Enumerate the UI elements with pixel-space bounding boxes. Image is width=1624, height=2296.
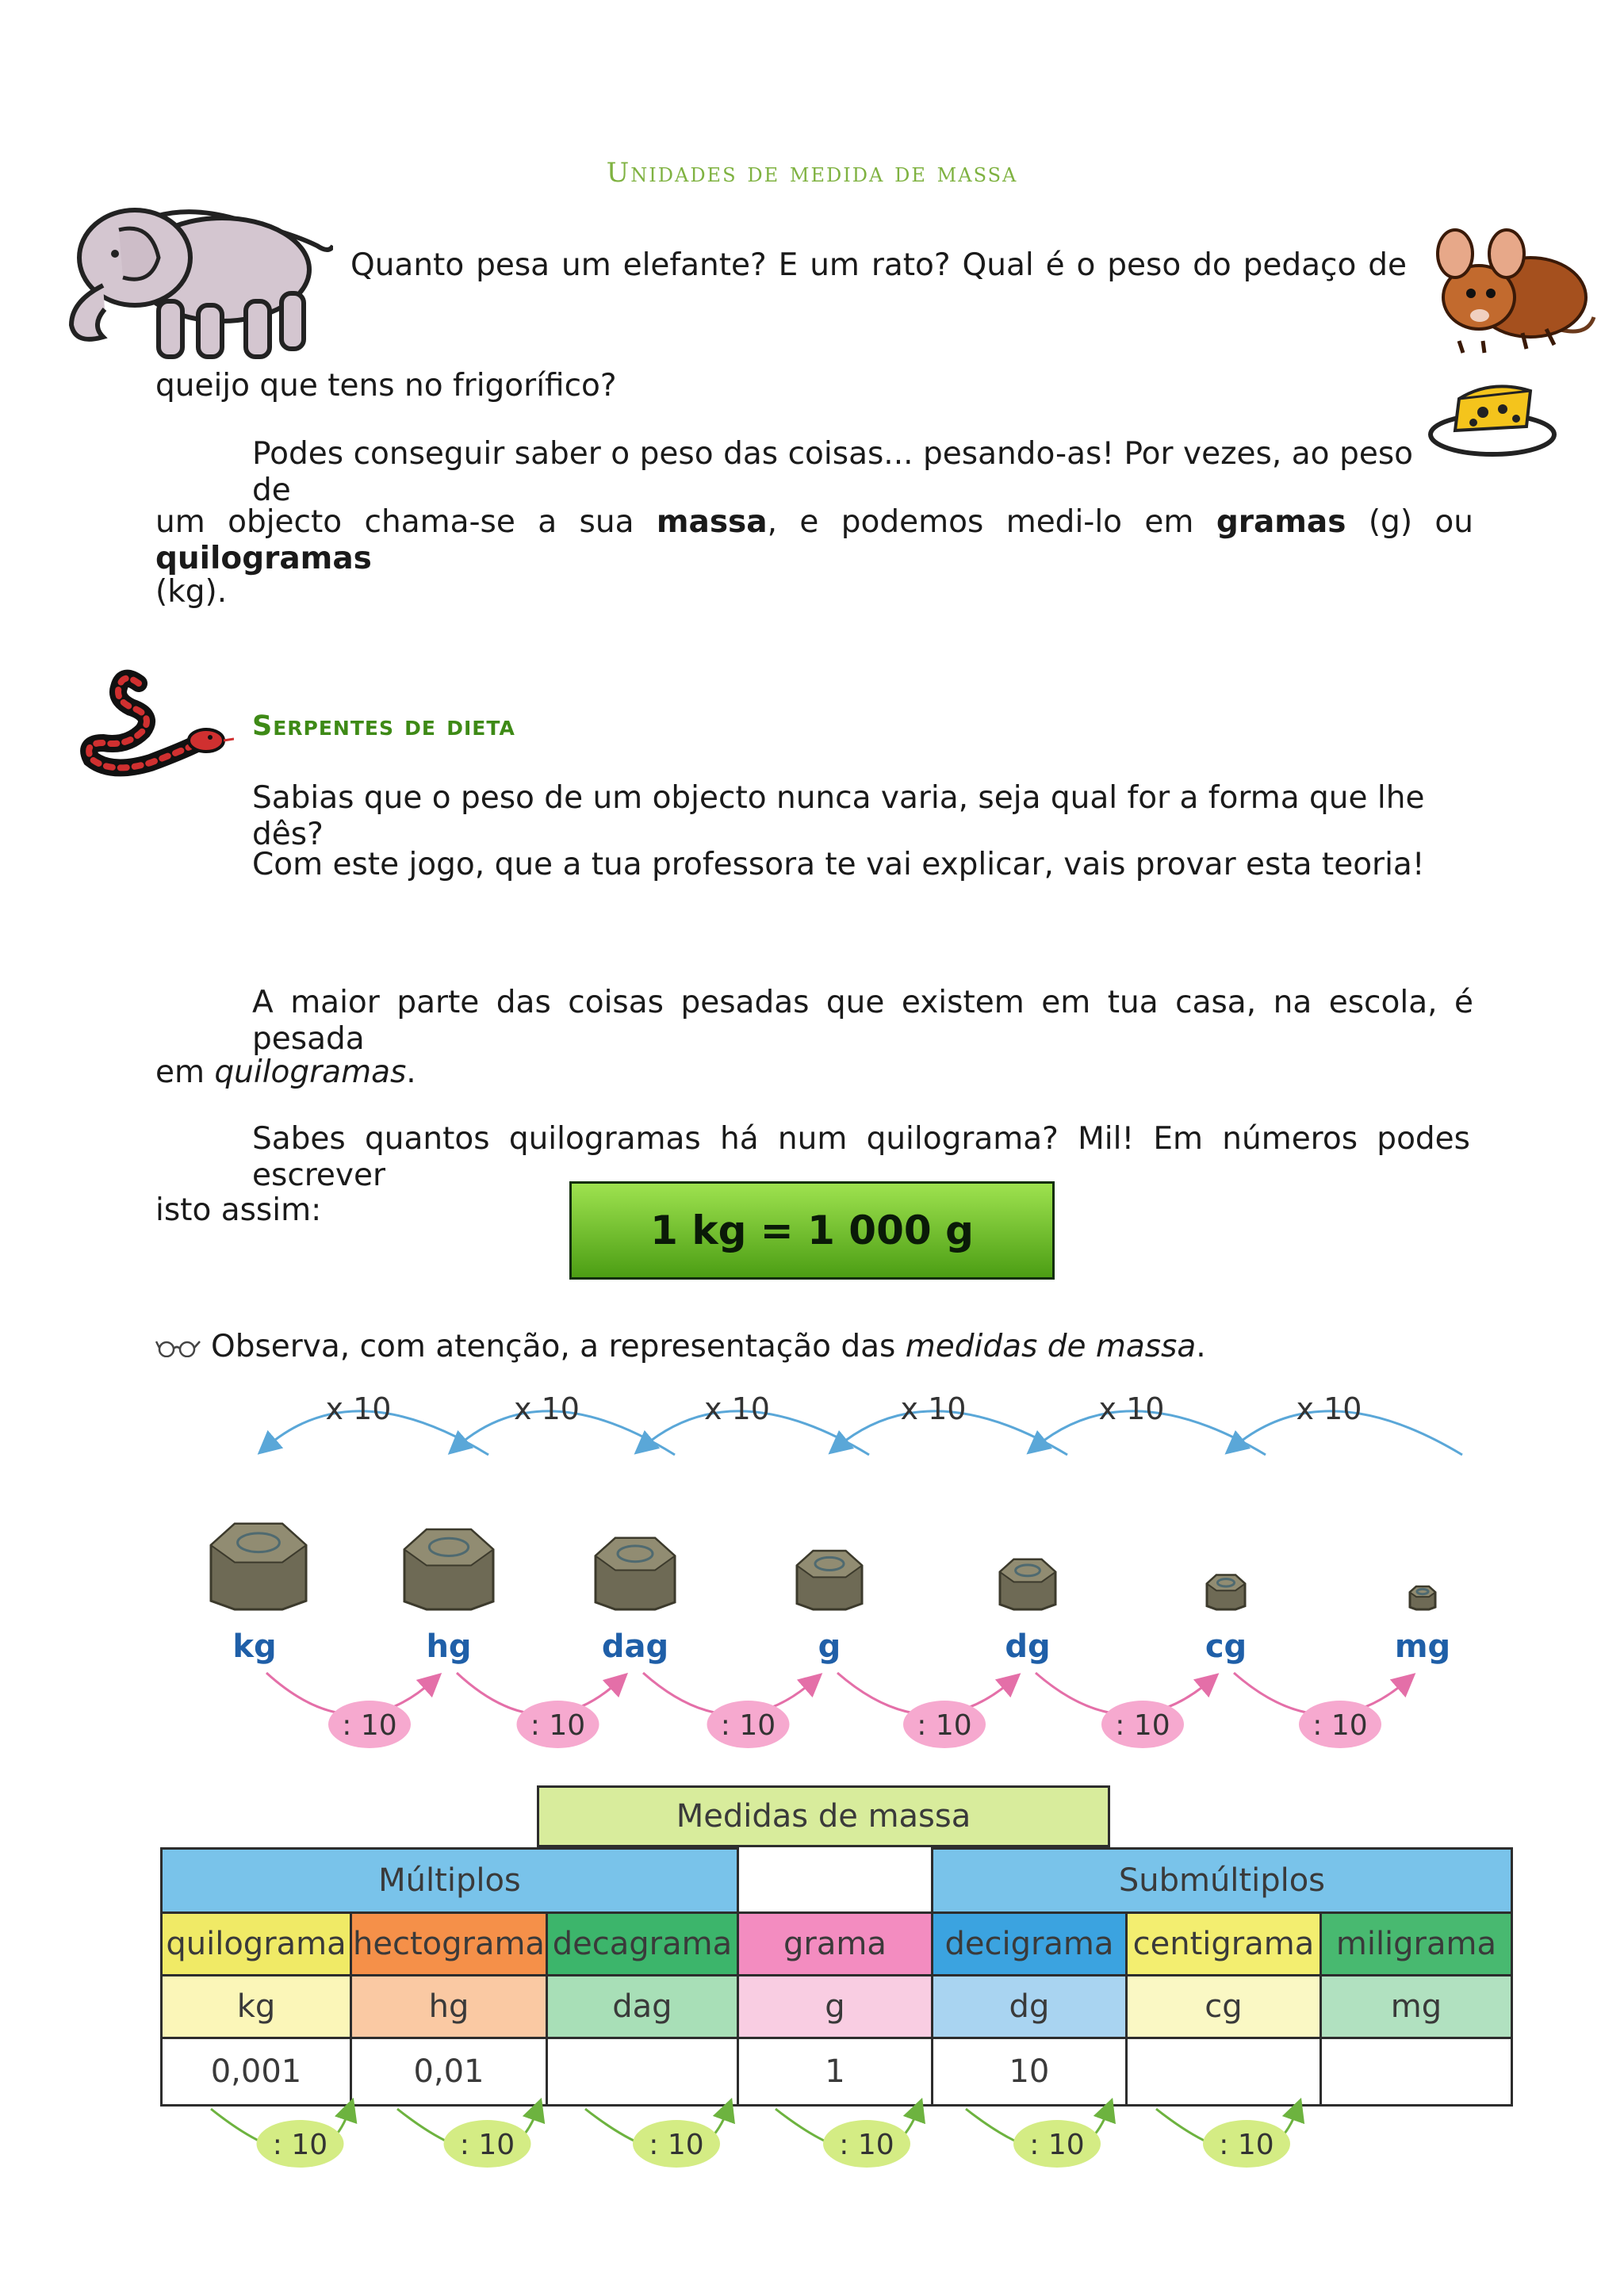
multiply-arrow [837,1391,1067,1455]
multiply-arrow [643,1391,869,1455]
symbol-cell: cg [1126,1976,1320,2038]
divide-arrow [643,1673,814,1748]
weight-dg [1000,1559,1055,1665]
multiply-label: x 10 [704,1391,770,1426]
divide-label: : 10 [917,1709,972,1742]
bottom-divide-label: : 10 [272,2129,328,2161]
symbol-cell: hg [351,1976,547,2038]
spacer-cell [737,1849,932,1913]
value-cell: 0,01 [351,2038,547,2106]
serpentes-line-1: Sabias que o peso de um objecto nunca varia, seja qual for a forma que lhe dês? [252,780,1425,852]
text-span: . [406,1054,416,1090]
multiply-label: x 10 [1296,1391,1362,1426]
divide-arrow [837,1673,1012,1748]
submultiplos-header: Submúltiplos [932,1849,1511,1913]
bottom-arrows [155,2093,1503,2180]
mouse-icon [1427,222,1598,357]
term-gramas: gramas [1216,504,1346,540]
text-span: , e podemos medi-lo em [767,504,1216,540]
name-cell: centigrama [1126,1913,1320,1976]
value-cell: 0,001 [162,2038,351,2106]
term-massa: massa [656,504,768,540]
divide-label: : 10 [530,1709,586,1742]
bottom-divide-label: : 10 [649,2129,704,2161]
divide-arrow [1036,1673,1210,1748]
multiply-label: x 10 [1098,1391,1165,1426]
term-medidas: medidas de massa [905,1329,1197,1364]
unit-label: kg [232,1628,277,1665]
snake-icon [79,668,234,779]
multiply-label: x 10 [900,1391,967,1426]
page-title: Unidades de medida de massa [606,157,1018,189]
elephant-icon [56,198,333,365]
multiply-label: x 10 [325,1391,392,1426]
unit-label: dag [601,1628,669,1665]
multiply-arrow [266,1391,488,1455]
multiplos-header: Múltiplos [162,1849,738,1913]
intro-p2-line-1: Podes conseguir saber o peso das coisas... pesando-as! Por vezes, ao peso de [252,436,1413,508]
divide-label: : 10 [1312,1709,1368,1742]
value-cell: 1 [737,2038,932,2106]
bottom-divide-arrow [211,2109,350,2168]
divide-arrow [457,1673,619,1748]
text-span: um objecto chama-se a sua [155,504,657,540]
weight-mg [1395,1586,1450,1665]
unit-label: dg [1005,1628,1051,1665]
weight-g [797,1551,862,1665]
weight-hg [404,1529,493,1665]
glasses-icon [155,1338,201,1357]
multiply-label: x 10 [514,1391,580,1426]
divide-label: : 10 [1115,1709,1170,1742]
multiply-arrow [1036,1391,1266,1455]
intro-p2-line-2 [155,504,1473,577]
bottom-divide-arrow [585,2109,728,2168]
weight-dag [596,1538,675,1665]
bottom-divide-label: : 10 [1219,2129,1274,2161]
term-quilogramas: quilogramas [155,541,372,576]
bottom-divide-label: : 10 [459,2129,515,2161]
divide-arrow [1234,1673,1407,1748]
divide-label: : 10 [720,1709,776,1742]
text-span: em [155,1054,215,1090]
divide-label: : 10 [342,1709,397,1742]
bottom-divide-label: : 10 [839,2129,894,2161]
name-cell: grama [737,1913,932,1976]
bottom-divide-label: : 10 [1029,2129,1085,2161]
body-p1-line-1: A maior parte das coisas pesadas que existem em tua casa, na escola, é pesada [252,985,1473,1057]
symbol-cell: g [737,1976,932,2038]
symbol-cell: kg [162,1976,351,2038]
intro-line-2: queijo que tens no frigorífico? [155,368,617,404]
name-cell: decigrama [932,1913,1126,1976]
formula-box: 1 kg = 1 000 g [569,1181,1055,1280]
intro-p2-line-3: (kg). [155,574,228,610]
section-heading: Serpentes de dieta [252,710,515,742]
bottom-divide-arrow [776,2109,918,2168]
name-cell: decagrama [546,1913,737,1976]
term-quilogramas: quilogramas [214,1054,407,1090]
bottom-divide-arrow [1156,2109,1297,2168]
text-span: (g) ou [1346,504,1474,540]
name-cell: miligrama [1320,1913,1511,1976]
body-p1-line-2 [155,1054,416,1091]
unit-label: mg [1394,1628,1451,1665]
multiply-arrow [457,1391,675,1455]
text-span: Observa, com atenção, a representação das [211,1329,906,1364]
serpentes-line-2: Com este jogo, que a tua professora te vai explicar, vais provar esta teoria! [252,847,1425,882]
observa-line [211,1329,1206,1365]
units-table [160,1847,1513,2107]
symbol-cell: mg [1320,1976,1511,2038]
intro-line-1: Quanto pesa um elefante? E um rato? Qual é o peso do pedaço de [350,247,1407,283]
value-cell: 10 [932,2038,1126,2106]
weight-kg [211,1524,306,1665]
text-span: . [1196,1329,1206,1364]
multiply-arrow [1234,1391,1462,1455]
unit-label: hg [426,1628,472,1665]
bottom-divide-arrow [397,2109,538,2168]
bottom-divide-arrow [966,2109,1109,2168]
name-cell: quilograma [162,1913,351,1976]
symbol-cell: dag [546,1976,737,2038]
table-header: Medidas de massa [537,1785,1110,1847]
unit-label: cg [1205,1628,1247,1665]
weight-cg [1205,1575,1247,1665]
name-cell: hectograma [351,1913,547,1976]
body-p2-line-2: isto assim: [155,1192,322,1228]
unit-label: g [818,1628,841,1665]
symbol-cell: dg [932,1976,1126,2038]
divide-arrow [266,1673,433,1748]
body-p2-line-1: Sabes quantos quilogramas há num quilograma? Mil! Em números podes escrever [252,1121,1470,1193]
